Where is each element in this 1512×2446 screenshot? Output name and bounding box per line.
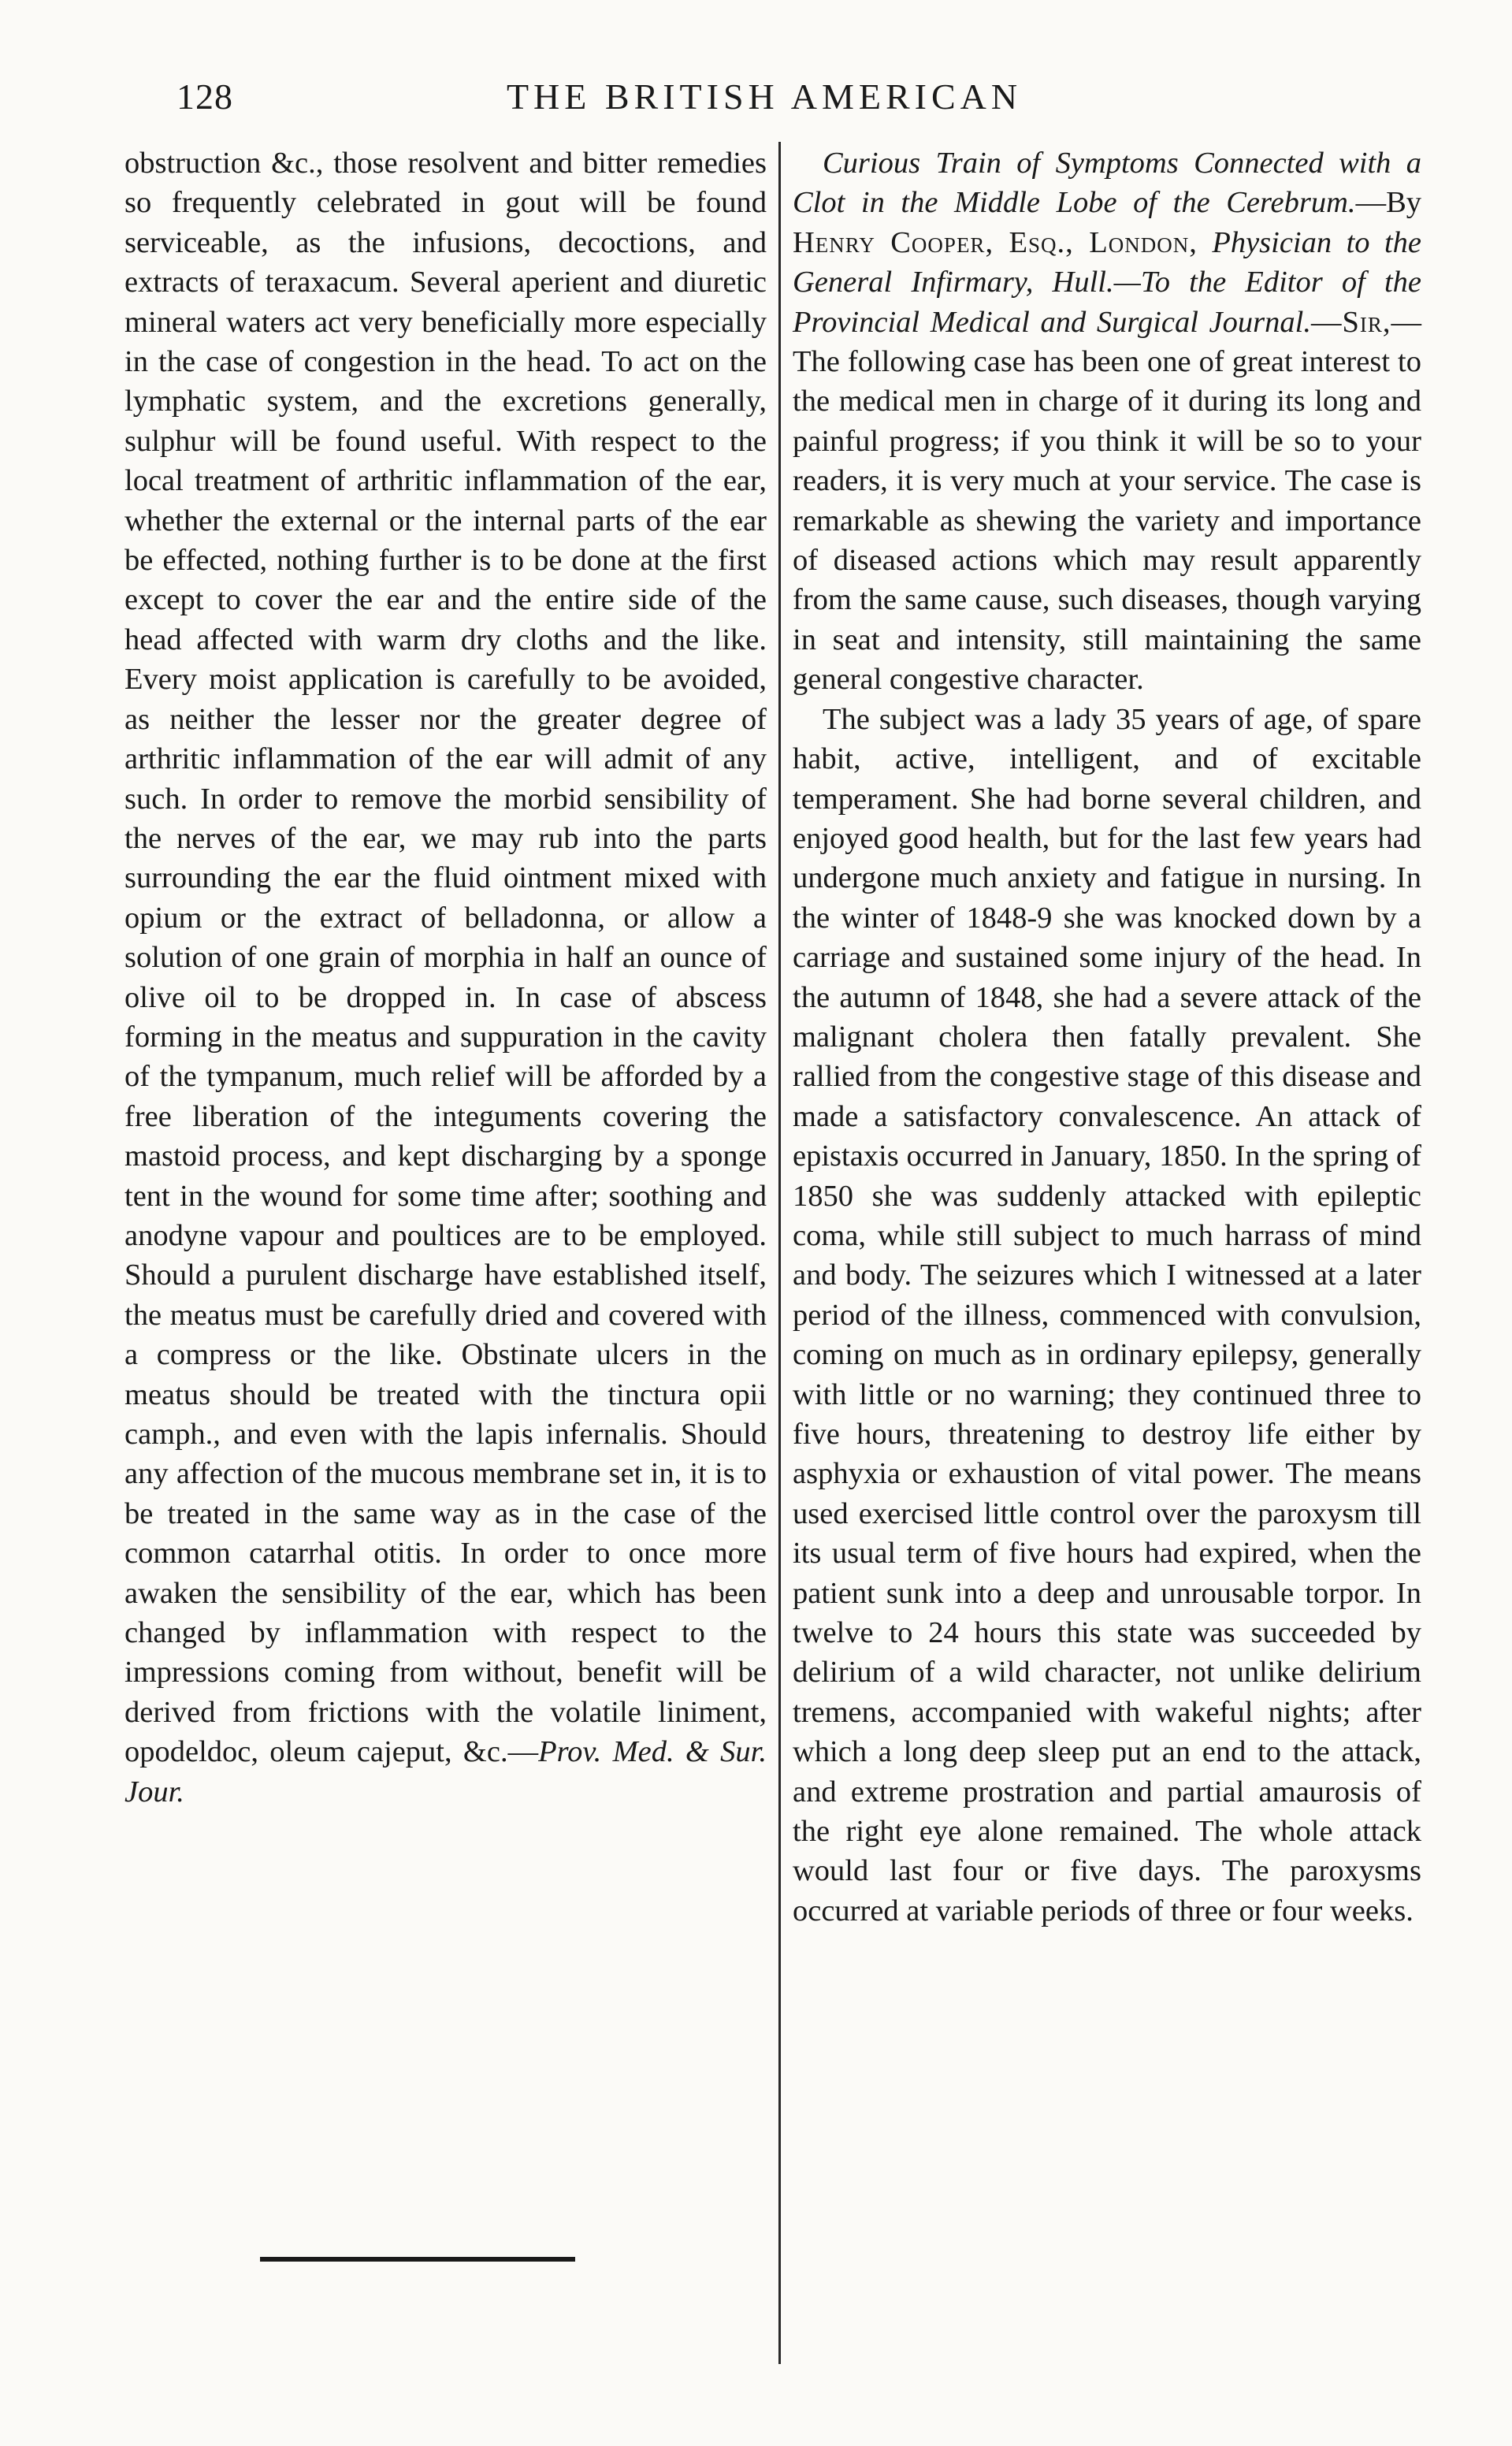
left-column-body xyxy=(124,143,767,1812)
article-heading-paragraph xyxy=(793,143,1421,700)
author-role: Physician to the General Infirmary, Hull.—To the Editor of the Provincial Medical and Surgical Journal. xyxy=(793,225,1421,339)
left-column xyxy=(124,143,767,1812)
author-suffix: , Esq., London, xyxy=(985,225,1198,259)
article-end-rule xyxy=(260,2257,575,2262)
column-divider xyxy=(778,142,781,2364)
article-title: Curious Train of Symptoms Connected with a Clot in the Middle Lobe of the Cerebrum. xyxy=(793,147,1421,220)
page-number: 128 xyxy=(176,76,233,117)
source-citation: Prov. Med. & Sur. Jour. xyxy=(124,1735,767,1808)
running-head: THE BRITISH AMERICAN xyxy=(506,76,1023,117)
continuation-text: obstruction &c., those resolvent and bitter remedies so frequently celebrated in gout will be found serviceable, as the infusions, decoctions, and extracts of teraxacum. Several aperient and diuretic mineral waters act very beneficially more especially in the case of congestion in the head. To act on the lymphatic system, and the excretions generally, sulphur will be found useful. With respect to the local treatment of arthritic inflammation of the ear, whether the external or the internal parts of the ear be effected, nothing further is to be done at the first except to cover the ear and the entire side of the head affected with warm dry cloths and the like. Every moist application is carefully to be avoided, as neither the lesser nor the greater degree of arthritic inflammation of the ear will admit of any such. In order to remove the morbid sensibility of the nerves of the ear, we may rub into the parts surrounding the ear the fluid ointment mixed with opium or the extract of belladonna, or allow a solution of one grain of morphia in half an ounce of olive oil to be dropped in. In case of abscess forming in the meatus and suppuration in the cavity of the tympanum, much relief will be afforded by a free liberation of the integuments covering the mastoid process, and kept discharging by a sponge tent in the wound for some time after; soothing and anodyne vapour and poultices are to be employed. Should a purulent discharge have established itself, the meatus must be carefully dried and covered with a compress or the like. Obstinate ulcers in the meatus should be treated with the tinctura opii camph., and even with the lapis infernalis. Should any affection of the mucous membrane set in, it is to be treated in the same way as in the case of the common catarrhal otitis. In order to once more awaken the sensibility of the ear, which has been changed by inflammation with respect to the impressions coming from without, benefit will be derived from frictions with the volatile liniment, opodeldoc, oleum cajeput, &c.— xyxy=(124,147,767,1769)
paragraph-2: The subject was a lady 35 years of age, of spare habit, active, intelligent, and of excitable temperament. She had borne several children, and enjoyed good health, but for the last few years had undergone much anxiety and fatigue in nursing. In the winter of 1848-9 she was knocked down by a carriage and sustained some injury of the head. In the autumn of 1848, she had a severe attack of the malignant cholera then fatally prevalent. She rallied from the congestive stage of this disease and made a satisfactory convalescence. An attack of epistaxis occurred in January, 1850. In the spring of 1850 she was suddenly attacked with epileptic coma, while still subject to much harrass of mind and body. The seizures which I witnessed at a later period of the illness, commenced with convulsion, coming on much as in ordinary epilepsy, generally with little or no warning; they continued three to five hours, threatening to destroy life either by asphyxia or exhaustion of vital power. The means used exercised little control over the paroxysm till its usual term of five hours had expired, when the patient sunk into a deep and unrousable torpor. In twelve to 24 hours this state was succeeded by delirium of a wild character, not unlike delirium tremens, accompanied with wakeful nights; after which a long deep sleep put an end to the attack, and extreme prostration and partial amaurosis of the right eye alone remained. The whole attack would last four or five days. The paroxysms occurred at variable periods of three or four weeks. xyxy=(793,702,1421,1927)
byline-prefix: —By xyxy=(1355,186,1421,220)
salutation: —Sir, xyxy=(1310,305,1391,339)
right-column xyxy=(793,143,1421,1931)
paragraph-1: —The following case has been one of great interest to the medical men in charge of it during its long and painful progress; if you think it will be so to your readers, it is very much at your service. The case is remarkable as shewing the variety and importance of diseased actions which may result apparently from the same cause, such diseases, though varying in seat and intensity, still maintaining the same general congestive character. xyxy=(793,305,1421,697)
author-name: Henry Cooper xyxy=(793,225,986,259)
